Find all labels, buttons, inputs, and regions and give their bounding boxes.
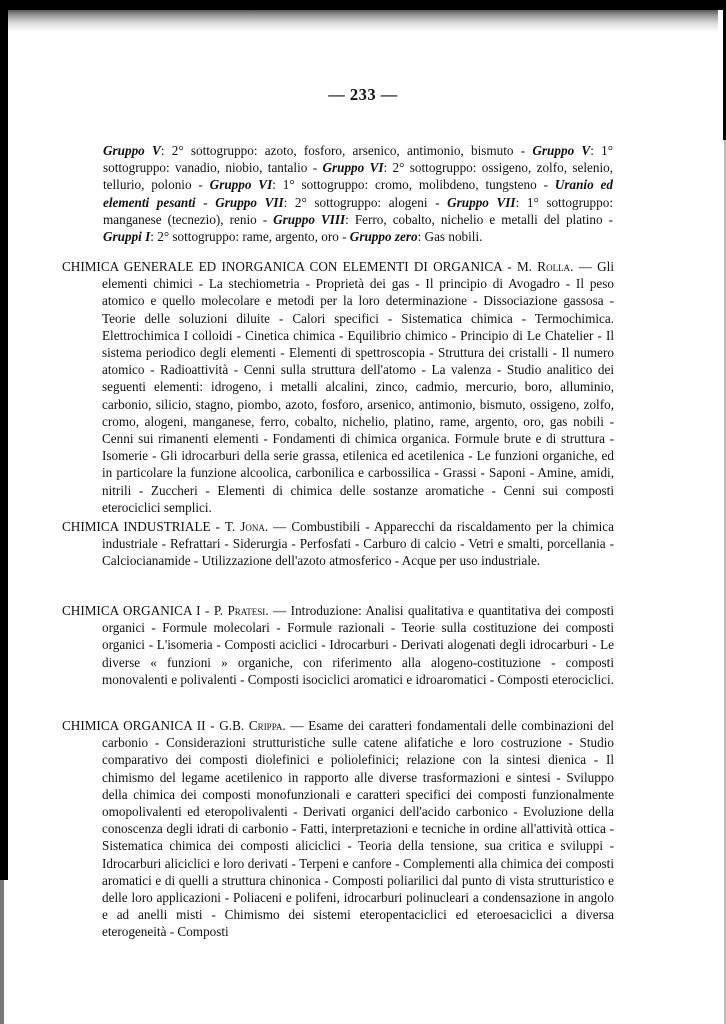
group-label: Gruppo V: [103, 143, 161, 158]
group-label: Gruppo VIII: [273, 211, 346, 227]
entry-title: CHIMICA INDUSTRIALE -: [62, 519, 225, 534]
entry-author: M. Rolla: [516, 259, 571, 274]
group-label: Gruppi I: [103, 229, 151, 245]
entry-author: P. Pratesi: [213, 603, 266, 618]
entry-body: . — Introduzione: Analisi qualitativa e quantitativa dei composti organici - Formule molecolari - Formule razionali - Teorie sulla costituzione dei composti organici - L'isomeria - Composti aciclici - Idrocarburi - Derivati alogenati degli idrocarburi - Le diverse « funzioni » organiche, con riferimento alla alogeno-costituzione - composti monovalenti e polivalenti - Composti isociclici aromatici e idroaromatici - Composti eterociclici.: [102, 603, 614, 687]
group-text: : 2° sottogruppo: rame, argento, oro -: [150, 229, 350, 245]
group-label: Gruppo V: [532, 143, 591, 158]
group-text: : 1° sottogruppo: manganese (tecnezio), renio -: [103, 194, 614, 227]
course-entry-chimica-generale: [62, 258, 614, 516]
group-text: : 2° sottogruppo: ossigeno, zolfo, selenio, tellurio, polonio -: [103, 160, 614, 193]
group-text: : 1° sottogruppo: cromo, molibdeno, tungsteno -: [272, 177, 555, 193]
group-text: : 2° sottogruppo: azoto, fosforo, arsenico, antimonio, bismuto -: [160, 143, 533, 158]
scan-left-border-lower: [0, 880, 4, 1024]
entry-author: Crippa: [248, 718, 283, 733]
entry-body: . — Esame dei caratteri fondamentali delle combinazioni del carbonio - Considerazioni strutturistiche sulle catene alifatiche e loro costruzione - Studio comparativo dei composti diolefinici e poliolefinici; relazione con la sintesi dienica - Il chimismo del legame acetilenico in rapporto alle diverse trasformazioni e sintesi - Sviluppo della chimica dei composti monofunzionali e caratteri specifici dei composti funzionalmente omopolivalenti ed eteropolivalenti - Derivati organici dell'acido carbonico - Evoluzione della conoscenza degli idrati di carbonio - Fatti, interpretazioni e tecniche in ordine all'attività ottica - Sistematica chimica dei composti aliciclici - Teoria della tensione, sua critica e sviluppi - Idrocarburi aliciclici e loro derivati - Terpeni e canfore - Complementi alla chimica dei composti aromatici e di quelli a struttura chinonica - Composti poliarilici dal punto di vista strutturistico e delle loro applicazioni - Poliaceni e polifeni, idrocarburi polinucleari a condensazione in angolo e ad anelli misti - Chimismo dei sistemi eteropentaciclici ed eteroesaciclici a diversa eterogeneità - Composti: [102, 718, 614, 940]
group-text: : Gas nobili.: [417, 229, 483, 245]
entry-author: T. Jona: [224, 519, 265, 534]
scan-top-shadow: [8, 10, 718, 32]
course-entry-chimica-organica-2: [62, 717, 614, 941]
page-number: — 233 —: [328, 85, 398, 104]
intro-paragraph: [103, 142, 613, 245]
group-text: : 1° sottogruppo: vanadio, niobio, tantalio -: [103, 143, 613, 176]
entry-title: CHIMICA ORGANICA I -: [62, 603, 214, 618]
scan-left-border: [0, 10, 8, 880]
entry-body: . — Gli elementi chimici - La stechiometria - Proprietà dei gas - Il principio di Avogadro - Il peso atomico e quello molecolare e metodi per la loro determinazione - Dissociazione gassosa - Teorie delle soluzioni diluite - Calori specifici - Sistematica chimica - Termochimica. Elettrochimica I colloidi - Cinetica chimica - Equilibrio chimico - Principio di Le Chatelier - Il sistema periodico degli elementi - Elementi di spettroscopia - Struttura dei cristalli - Il numero atomico - Radioattività - Cenni sulla struttura dell'atomo - La valenza - Studio analitico dei seguenti elementi: idrogeno, i metalli alcalini, zinco, cadmio, mercurio, boro, alluminio, carbonio, silicio, stagno, piombo, azoto, fosforo, arsenico, antimonio, bismuto, ossigeno, zolfo, cromo, alogeni, manganese, ferro, cobalto, nichelio, platino, rame, argento, oro, gas nobili - Cenni sui rimanenti elementi - Fondamenti di chimica organica. Formule brute e di struttura - Isomerie - Gli idrocarburi della serie grassa, etilenica ed acetilenica - Le funzioni organiche, ed in particolare la funzione alcoolica, carbonilica e carbossilica - Grassi - Saponi - Amine, amidi, nitrili - Zuccheri - Elementi di chimica delle sostanze aromatiche - Cenni sui composti eterociclici semplici.: [102, 259, 614, 515]
group-text: : Ferro, cobalto, nichelio e metalli del platino -: [345, 211, 613, 227]
group-label: Gruppo VI: [209, 177, 273, 193]
entry-body: . — Combustibili - Apparecchi da riscaldamento per la chimica industriale - Refrattari - Siderurgia - Perfosfati - Carburo di calcio - Vetri e smalti, porcellania - Calciocianamide - Utilizzazione dell'azoto atmosferico - Acque per uso industriale.: [102, 519, 614, 569]
course-entry-chimica-industriale: [62, 518, 614, 570]
entry-title: CHIMICA ORGANICA II - G.B.: [62, 718, 249, 733]
group-text: : 2° sottogruppo: alogeni -: [283, 194, 448, 210]
scan-top-border: [0, 0, 726, 10]
entry-title: CHIMICA GENERALE ED INORGANICA CON ELEMENTI DI ORGANICA -: [62, 259, 517, 274]
group-label: Gruppo zero: [349, 229, 418, 245]
group-label: Gruppo VI: [322, 160, 384, 176]
group-label: Uranio ed elementi pesanti - Gruppo VII: [103, 177, 613, 210]
group-label: Gruppo VII: [447, 194, 516, 210]
course-entry-chimica-organica-1: [62, 602, 614, 688]
